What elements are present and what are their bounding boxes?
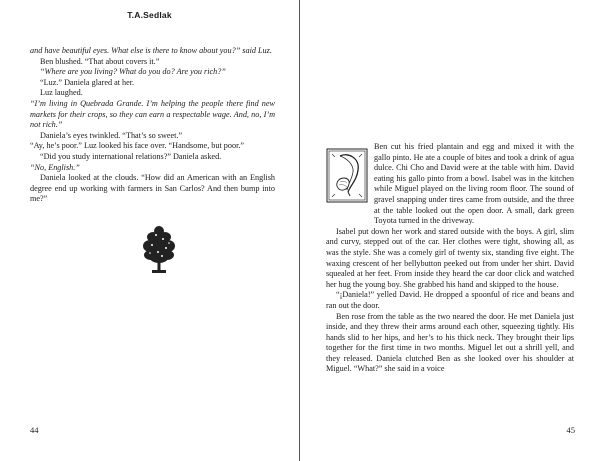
running-header-author: T.A.Sedlak [127,10,172,20]
page-number: 44 [30,425,39,435]
left-page [0,0,299,461]
paragraph: Daniela looked at the clouds. “How did an American with an English degree end up working with farmers in San Carlos? And then bump into me?” [30,173,275,204]
paragraph: Ben rose from the table as the two neared the door. He met Daniela just inside, and they threw their arms around each other, squeezing tightly. His hands slid to her hips, and her’s to his thick neck. They brought their lips together for the first time in two months. Miguel let out a shrill yell, and they released. Daniela clutched Ben as she looked over his shoulder at Miguel. “What?” she said in a voice [326,311,574,374]
tree-ornament-icon [141,223,177,275]
paragraph: Daniela’s eyes twinkled. “That’s so sweet.” [40,130,183,140]
paragraph: “Luz.” Daniela glared at her. [40,77,135,87]
paragraph: Ben blushed. “That about covers it.” [40,56,160,66]
right-page-body [326,142,574,375]
paragraph-text: “I’m living in Quebrada Grande. I’m helping the people there find new markets for their crops, so they can earn a respectable wage. And, no, I’m not rich.” [30,98,275,130]
page-number: 45 [566,425,575,435]
paragraph [30,99,275,131]
paragraph: Isabel put down her work and stared outside with the boys. A girl, slim and curvy, stepped out of the car. Her clothes were tight, showing all, as was the style. She was a comely girl of twenty six, standing five eight. The waxing crescent of her bellybutton peeked out from under her shirt. David squealed at her feet. From inside they heard the car door click and watched her hug the young boy. She grabbed his hand and skipped to the house. [326,226,574,289]
paragraph-text: and have beautiful eyes. What else is there to know about you?” said Luz. [30,46,272,55]
paragraph: Luz laughed. [40,88,83,98]
paragraph: Ben cut his fried plantain and egg and mixed it with the gallo pinto. He ate a couple of bites and took a drink of agua dulce. Chi Cho and David were at the table with him. David eating his gallo pinto from a bowl. Isabel was in the kitchen while Miguel played on the living room floor. The sound of gravel snapping under tires came from outside, and the three at the table looked out the open door. A small, dark green Toyota turned in the driveway. [374,142,574,226]
paragraph: “Did you study international relations?” Daniela asked. [40,151,222,161]
right-page [300,0,600,461]
paragraph-text: “Where are you living? What do you do? Are you rich?” [40,67,226,77]
paragraph [30,46,275,57]
paragraph [30,67,275,78]
paragraph: “Ay, he’s poor.” Luz looked his face over. “Handsome, but poor.” [30,141,245,151]
paragraph-text: “No, English.” [30,162,80,172]
left-page-body [30,46,275,205]
paragraph: “¡Daniela!” yelled David. He dropped a spoonful of rice and beans and ran out the door. [326,290,574,310]
paragraph [30,163,275,174]
